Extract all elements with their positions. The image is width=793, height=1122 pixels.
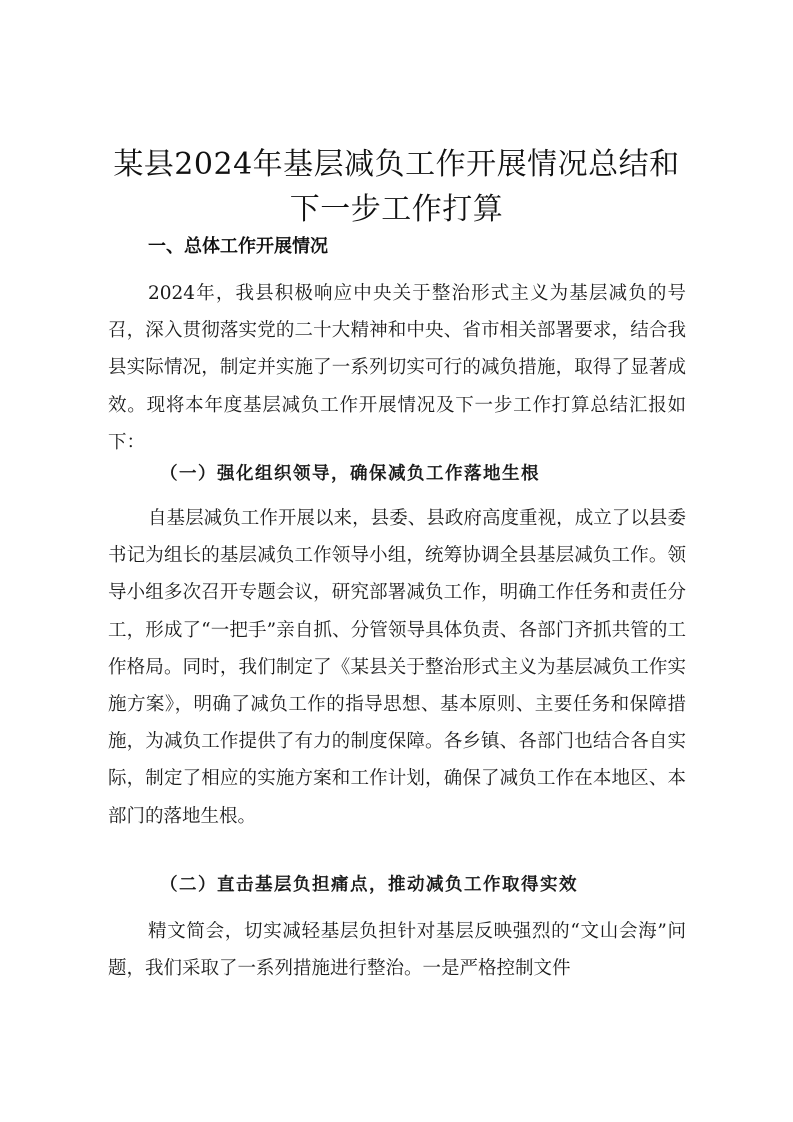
section-heading-overall: 一、总体工作开展情况 [148, 236, 328, 257]
document-title: 某县2024年基层减负工作开展情况总结和下一步工作打算 [113, 147, 680, 227]
subsection-heading-2: （二）直击基层负担痛点，推动减负工作取得实效 [160, 875, 578, 895]
intro-paragraph: 2024年，我县积极响应中央关于整治形式主义为基层减负的号召，深入贯彻落实党的二十大精神和中央、省市相关部署要求，结合我县实际情况，制定并实施了一系列切实可行的减负措施，取得了显著成效。现将本年度基层减负工作开展情况及下一步工作打算总结汇报如下： [108, 283, 686, 453]
subsection-2-paragraph: 精文简会，切实减轻基层负担针对基层反映强烈的“文山会海”问题，我们采取了一系列措施进行整治。一是严格控制文件 [108, 921, 686, 980]
subsection-1-paragraph: 自基层减负工作开展以来，县委、县政府高度重视，成立了以县委书记为组长的基层减负工作领导小组，统筹协调全县基层减负工作。领导小组多次召开专题会议，研究部署减负工作，明确工作任务和责任分工，形成了“一把手”亲自抓、分管领导具体负责、各部门齐抓共管的工作格局。同时，我们制定了《某县关于整治形式主义为基层减负工作实施方案》，明确了减负工作的指导思想、基本原则、主要任务和保障措施，为减负工作提供了有力的制度保障。各乡镇、各部门也结合各自实际，制定了相应的实施方案和工作计划，确保了减负工作在本地区、本部门的落地生根。 [108, 508, 686, 827]
subsection-heading-1: （一）强化组织领导，确保减负工作落地生根 [160, 464, 540, 484]
